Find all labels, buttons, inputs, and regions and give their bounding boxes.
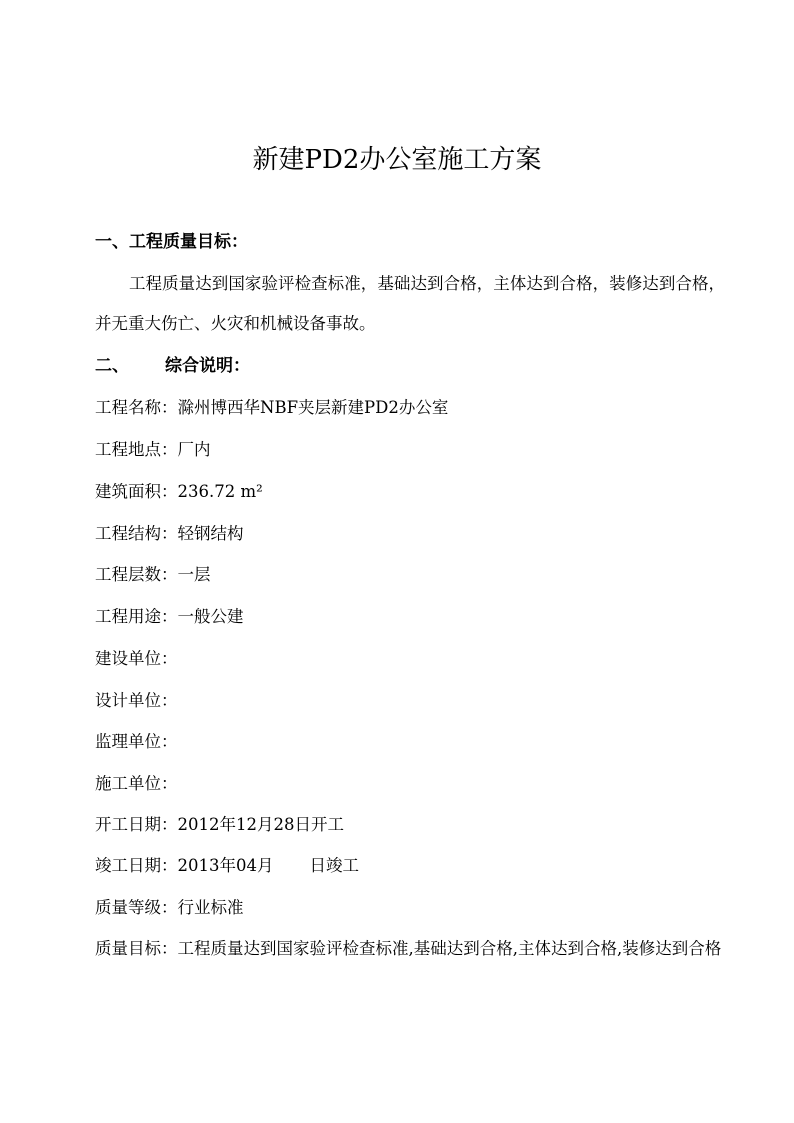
field-value: 236.72 m² [177, 482, 263, 501]
field-floors [95, 562, 725, 588]
field-quality-grade [95, 895, 725, 921]
field-label: 工程地点： [95, 440, 178, 459]
field-label: 建设单位： [95, 649, 178, 668]
field-label: 设计单位： [95, 691, 178, 710]
field-contractor [95, 771, 725, 797]
field-supervisor [95, 729, 725, 755]
section-number: 二、 [95, 356, 129, 376]
field-label: 工程结构： [95, 524, 178, 543]
section-heading-general-description [95, 353, 250, 379]
section-heading-quality-target: 一、工程质量目标： [95, 232, 248, 252]
field-value: 一般公建 [177, 607, 244, 626]
field-quality-goal [95, 929, 725, 969]
section-heading-text: 综合说明： [165, 356, 250, 376]
document-title: 新建PD2办公室施工方案 [252, 145, 542, 175]
field-value: 工程质量达到国家验评检查标准,基础达到合格,主体达到合格,装修达到合格 [177, 939, 722, 958]
field-value-day: 日竣工 [309, 856, 359, 875]
field-label: 工程用途： [95, 607, 178, 626]
field-completion-date [95, 853, 725, 879]
field-structure [95, 521, 725, 547]
field-value: 厂内 [177, 440, 211, 459]
field-value: 一层 [177, 565, 211, 584]
field-label: 监理单位： [95, 732, 178, 751]
field-project-name [95, 395, 725, 421]
field-label: 工程名称： [95, 398, 178, 417]
quality-target-paragraph: 工程质量达到国家验评检查标准，基础达到合格，主体达到合格，装修达到合格，并无重大伤亡、火灾和机械设备事故。 [95, 274, 725, 333]
field-label: 开工日期： [95, 815, 178, 834]
field-label: 质量等级： [95, 898, 178, 917]
field-building-area [95, 479, 725, 505]
field-label: 工程层数： [95, 565, 178, 584]
field-value: 轻钢结构 [177, 524, 244, 543]
field-project-location [95, 437, 725, 463]
field-designer [95, 688, 725, 714]
field-value: 2012年12月28日开工 [177, 815, 344, 834]
field-label: 建筑面积： [95, 482, 178, 501]
field-label: 施工单位： [95, 774, 178, 793]
field-owner [95, 646, 725, 672]
field-value: 行业标准 [177, 898, 244, 917]
field-usage [95, 604, 725, 630]
field-value-month: 2013年04月 [177, 856, 274, 875]
field-label: 质量目标： [95, 939, 178, 958]
field-value: 滁州博西华NBF夹层新建PD2办公室 [177, 398, 449, 417]
field-start-date [95, 812, 725, 838]
field-label: 竣工日期： [95, 856, 178, 875]
